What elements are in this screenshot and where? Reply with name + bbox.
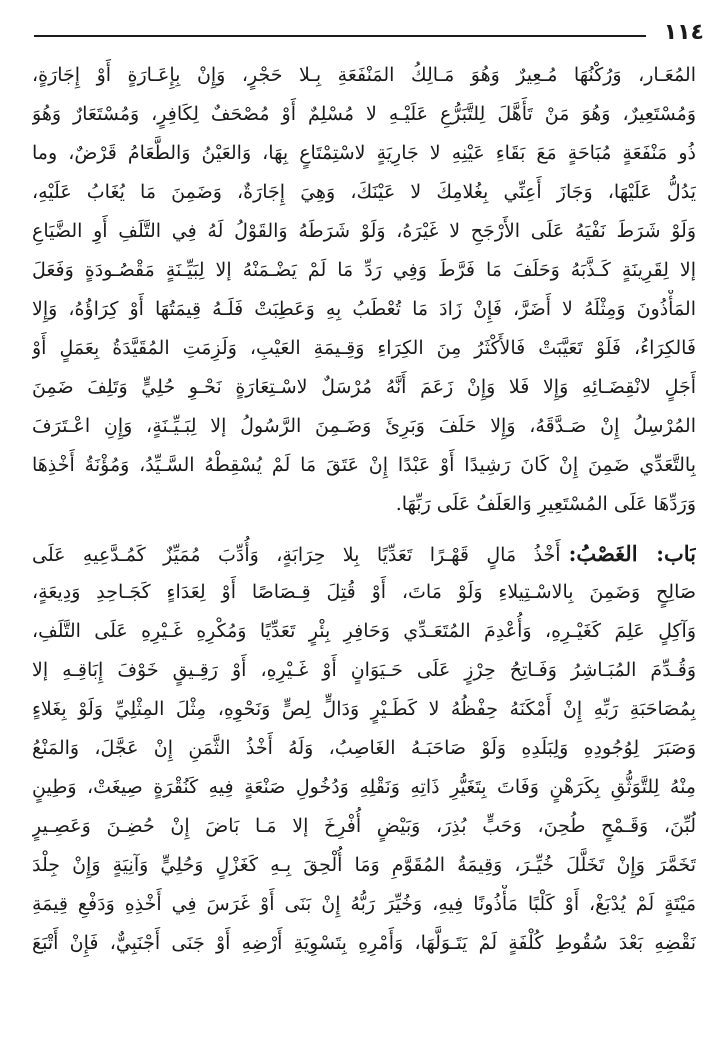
header-rule xyxy=(34,35,646,37)
text-line: بِالتَّعَدِّي ضَمِنَ إِنْ كَانَ رَشِيدًا أَوْ عَبْدًا إِنْ عَتَقَ مَا لَمْ يُسْقِطْهُ السَّـيِّدُ، وَمُؤْنَةُ أَخْذِهَا xyxy=(32,454,696,476)
text-line: تَخَمَّرَ وَإِنْ تَخَلَّلَ خُيِّـرَ، وَقِيمَةُ المُقَوَّمِ وَمَا أُلْحِقَ بِـهِ كَغَزْلٍ وَحُلِيٍّ وَآنِيَةٍ وَإِنْ جِلْدَ xyxy=(32,854,696,876)
text-line: أَجَلٍ لانْقِضَـائِهِ وَإِلا فَلا وَإِنْ زَعَمَ أَنَّهُ مُرْسَلٌ لاسْـتِعَارَةٍ نَحْـوِ حُلِيٍّ وَتَلِفَ ضَمِنَ xyxy=(32,376,696,398)
page-header xyxy=(34,20,704,44)
text-line: مِنْهُ لِلتَّوَثُّقِ بِكَرَهْنٍ وَفَاتَ بِتَغَيُّرِ ذَاتِهِ وَنَقْلِهِ وَدُخُولِ صَنْعَةٍ فِيهِ كَنُقْرَةٍ صِيغَتْ، وَطِينٍ xyxy=(32,776,696,798)
text-line: وَلَوْ شَرَطَ نَفْيَهُ عَلَى الأَرْجَحِ لا غَيْرَهُ، وَلَوْ شَرَطَهُ وَالقَوْلُ لَهُ فِي التَّلَفِ أَوِ الضَّيَاعِ xyxy=(32,220,696,242)
text-line: نَقْضِهِ بَعْدَ سُقُوطِ كُلْفَةٍ لَمْ يَتَـوَلَّهَا، وَأَمْرِهِ بِتَسْوِيَةِ أَرْضِهِ أَوْ جَنَى أَجْنَبِيٌّ، فَإِنْ أَتْبَعَ xyxy=(32,932,696,954)
text-line: إلا لِقَرِينَةٍ كَـذَّبَهُ وَحَلَفَ مَا فَرَّطَ وَفِي رَدِّ مَا لَمْ يَضْـمَنْهُ إلا لِبَيِّـنَةٍ مَقْصُـودَةٍ وَفَعَلَ xyxy=(32,259,696,281)
text-line: صَالِحٍ وَضَمِنَ بِالاسْـتِيلاءِ وَلَوْ مَاتَ، أَوْ قُتِلَ قِـصَاصًا أَوْ لِعَدَاءٍ كَجَـاحِدِ وَدِيعَةٍ، xyxy=(32,581,696,603)
text-line: وَمُسْتَعِيرٌ، وَهُوَ مَنْ تَأَهَّلَ لِلتَّبَرُّعِ عَلَيْـهِ لا مُسْلِمٌ أَوْ مُصْحَفٌ لِكَافِرٍ، وَمُسْتَعَارٌ وَهُوَ xyxy=(32,103,696,125)
text-line: وَقُـدِّمَ المُبَـاشِرُ وَفَـاتِحُ حِرْزٍ عَلَى حَـيَوَانٍ أَوْ غَـيْرِهِ، أَوْ رَقِـيقٍ خَوْفَ إِبَاقِـهِ إلا xyxy=(32,659,696,681)
text-line: وَآكِلٍ عَلِمَ كَغَيْـرِهِ، وَأُعْدِمَ المُتَعَـدِّي وَحَافِرِ بِئْرٍ تَعَدِّيًا وَمُكْرِهِ غَـيْرِهِ عَلَى التَّلَفِ، xyxy=(32,620,696,642)
text-line: لُبِّنَ، وَقَـمْحٍ طُحِنَ، وَحَبٍّ بُذِرَ، وَبَيْضٍ أُفْرِخَ إلا مَـا بَاضَ إِنْ حُضِـنَ وَعَصِـيرٍ xyxy=(32,815,696,837)
section-gap xyxy=(32,524,696,534)
chapter-first-line xyxy=(32,534,696,573)
text-line: المَأْذُونَ وَمِثْلَهُ لا أَضَرَّ، فَإِنْ زَادَ مَا تُعْطَبُ بِهِ وَعَطِبَتْ فَلَـهُ قِيمَتُهَا أَوْ كِرَاؤُهُ، وَإِلا xyxy=(32,298,696,320)
text-line: المُرْسِلُ إِنْ صَـدَّقَهُ، وَإِلا حَلَفَ وَبَرِئَ وَضَـمِنَ الرَّسُولُ إلا لِبَـيِّـنَةٍ، وَإِنِ اعْـتَرَفَ xyxy=(32,415,696,437)
text-segment: أَخْذُ مَالٍ قَهْـرًا تَعَدِّيًا بِلا حِرَابَةٍ، وَأُدِّبَ مُمَيِّزٌ كَمُـدَّعِيهِ عَلَى xyxy=(32,544,561,566)
body-text xyxy=(32,56,696,963)
page-number: ١١٤ xyxy=(663,20,704,45)
text-line: مَيْتَةٍ لَمْ يُدْبَغْ، أَوْ كَلْبًا مَأْذُونًا فِيهِ، وَخُيِّرَ رَبُّهُ إِنْ بَنَى أَوْ غَرَسَ فِي أَخْذِهِ وَدَفْعِ قِيمَةِ xyxy=(32,893,696,915)
text-line: وَرَدِّهَا عَلَى المُسْتَعِيرِ وَالعَلَفُ عَلَى رَبِّهَا. xyxy=(395,493,696,515)
text-line: يَدُلُّ عَلَيْهَا، وَجَازَ أَعِنِّي بِغُلامِكَ لا عَيْنَكَ، وَهِيَ إِجَارَةٌ، وَضَمِنَ مَا يُغَابُ عَلَيْهِ، xyxy=(32,181,696,203)
chapter-heading: بَاب: الغَصْبُ: xyxy=(568,541,696,566)
text-line: فَالكِرَاءُ، فَلَوْ تَعَيَّبَتْ فَالأَكْثَرُ مِنَ الكِرَاءِ وَقِـيمَةِ العَيْبِ، وَلَزِمَتِ المُقَيَّدَةُ بِعَمَلٍ أَوْ xyxy=(32,337,696,359)
text-line: ذُو مَنْفَعَةٍ مُبَاحَةٍ مَعَ بَقَاءِ عَيْنِهِ لا جَارِيَةٍ لاسْتِمْتَاعٍ بِهَا، وَالعَيْنُ وَالطَّعَامُ قَرْضٌ، وما xyxy=(32,142,696,164)
text-line: بِمُصَاحَبَةِ رَبِّهِ إِنْ أَمْكَنَهُ حِفْظُهُ لا كَطَـيْرٍ وَدَالٍّ لِصٍّ وَنَحْوِهِ، مِثْلَ المِثْلِيِّ وَلَوْ بِغَلاءٍ xyxy=(32,698,696,720)
text-line: وَصَبَرَ لِوُجُودِهِ وَلِبَلَدِهِ وَلَوْ صَاحَبَـهُ الغَاصِبُ، وَلَهُ أَخْذُ الثَّمَنِ إِنْ عَجَّلَ، وَالمَنْعُ xyxy=(32,737,696,759)
text-line: المُعَـار، وَرُكْنُهَا مُـعِيرٌ وَهُوَ مَـالِكُ المَنْفَعَةِ بِـلا حَجْرٍ، وَإِنْ بِإِعَـارَةٍ أَوْ إِجَارَةٍ، xyxy=(32,64,696,86)
